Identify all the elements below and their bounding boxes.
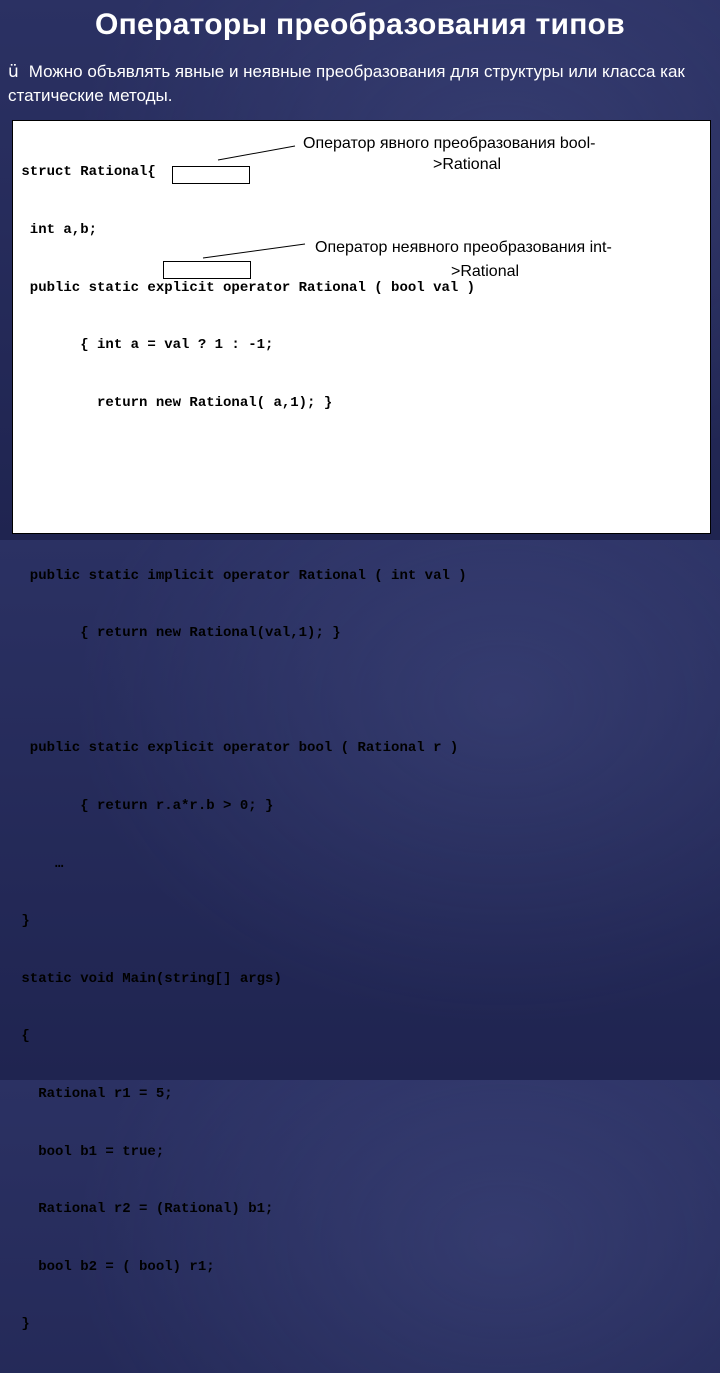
code-line: { return new Rational(val,1); } — [13, 625, 341, 642]
implicit-operator-note — [315, 239, 612, 280]
code-line: bool b2 = ( bool) r1; — [13, 1258, 215, 1275]
code-line: int a,b; — [13, 222, 98, 238]
code-line: static void Main(string[] args) — [13, 970, 282, 987]
code-line: { return r.a*r.b > 0; } — [13, 797, 274, 814]
explicit-connector-line — [218, 146, 295, 160]
checkmark-icon: ü — [8, 62, 19, 82]
code-line: public static explicit operator Rational ( bool val ) — [13, 279, 476, 296]
explicit-note-line1: Оператор явного преобразования bool- — [303, 135, 596, 152]
code-line: public static implicit operator Rational ( int val ) — [13, 567, 467, 584]
code-line: return new Rational( a,1); } — [13, 394, 333, 411]
code-panel — [12, 120, 711, 1333]
annotation-connectors — [13, 121, 710, 533]
code-line: } — [13, 913, 30, 930]
implicit-note-line1: Оператор неявного преобразования int- — [315, 239, 612, 256]
explicit-operator-note — [303, 135, 596, 173]
code-line: { — [13, 1028, 30, 1045]
bullet-point — [8, 60, 708, 108]
implicit-connector-line — [203, 244, 305, 258]
code-line: Rational r1 = 5; — [13, 1085, 173, 1102]
code-line — [13, 682, 475, 701]
bullet-text: Можно объявлять явные и неявные преобразования для структуры или класса как статические методы. — [8, 62, 685, 105]
implicit-note-line2: >Rational — [451, 263, 520, 280]
code-line: … — [13, 855, 64, 872]
explicit-note-line2: >Rational — [433, 156, 502, 173]
slide-title: Операторы преобразования типов — [94, 8, 626, 41]
code-line: struct Rational{ — [13, 164, 156, 181]
code-line: bool b1 = true; — [13, 1143, 165, 1160]
code-line: } — [13, 1316, 30, 1333]
code-line: { int a = val ? 1 : -1; — [13, 337, 274, 354]
code-line: Rational r2 = (Rational) b1; — [13, 1201, 274, 1218]
code-line: public static explicit operator bool ( Rational r ) — [13, 740, 459, 757]
